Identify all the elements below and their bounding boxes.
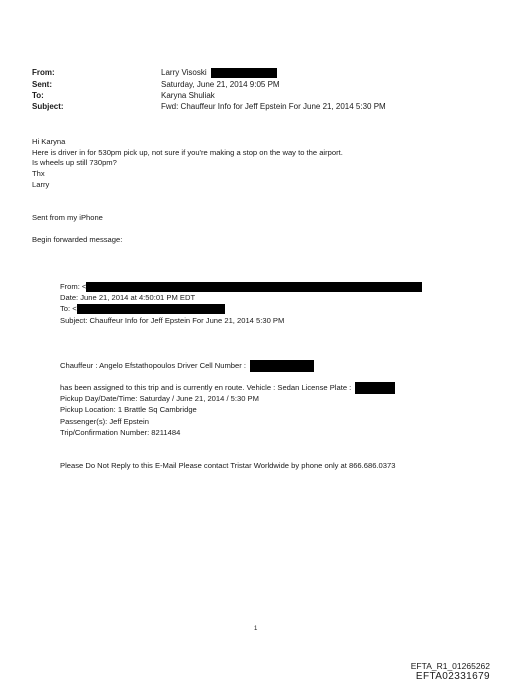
pickup-location-line: Pickup Location: 1 Brattle Sq Cambridge xyxy=(60,405,197,414)
forwarded-date: Date: June 21, 2014 at 4:50:01 PM EDT xyxy=(60,293,196,302)
assigned-text: has been assigned to this trip and is currently en route. Vehicle : Sedan License Plate : xyxy=(60,383,352,392)
from-label: From: xyxy=(32,68,55,77)
body-thx: Thx xyxy=(32,169,45,178)
forwarded-from xyxy=(60,282,422,292)
from-value: Larry Visoski xyxy=(161,68,207,77)
assigned-line xyxy=(60,382,395,394)
sent-value: Saturday, June 21, 2014 9:05 PM xyxy=(161,80,280,89)
redaction-box xyxy=(355,382,395,394)
trip-number-line: Trip/Confirmation Number: 8211484 xyxy=(60,428,181,437)
forwarded-to-label: To: < xyxy=(60,304,77,313)
begin-forwarded-line: Begin forwarded message: xyxy=(32,235,123,244)
body-line-2: Is wheels up still 730pm? xyxy=(32,158,117,167)
body-greeting: Hi Karyna xyxy=(32,137,66,146)
forwarded-subject: Subject: Chauffeur Info for Jeff Epstein For June 21, 2014 5:30 PM xyxy=(60,316,285,325)
chauffeur-line xyxy=(60,360,314,372)
forwarded-to xyxy=(60,304,225,314)
footer-id-1: EFTA_R1_01265262 xyxy=(410,661,490,671)
redaction-box xyxy=(77,304,225,314)
redaction-box xyxy=(250,360,314,372)
to-label: To: xyxy=(32,91,44,100)
forwarded-from-label: From: < xyxy=(60,282,87,291)
redaction-box xyxy=(211,68,277,78)
notice-line: Please Do Not Reply to this E-Mail Please contact Tristar Worldwide by phone only at 866.686.0373 xyxy=(60,461,396,470)
passengers-line: Passenger(s): Jeff Epstein xyxy=(60,417,149,426)
to-value: Karyna Shuliak xyxy=(161,91,215,100)
subject-value: Fwd: Chauffeur Info for Jeff Epstein For June 21, 2014 5:30 PM xyxy=(161,102,386,111)
pickup-day-line: Pickup Day/Date/Time: Saturday / June 21, 2014 / 5:30 PM xyxy=(60,394,259,403)
chauffeur-text: Chauffeur : Angelo Efstathopoulos Driver Cell Number : xyxy=(60,361,247,370)
footer-id-2: EFTA02331679 xyxy=(415,671,490,682)
sent-from-line: Sent from my iPhone xyxy=(32,213,103,222)
page-number: 1 xyxy=(254,626,258,632)
redaction-box xyxy=(86,282,422,292)
body-line-1: Here is driver in for 530pm pick up, not sure if you're making a stop on the way to the airport. xyxy=(32,148,343,157)
body-signature: Larry xyxy=(32,180,50,189)
subject-label: Subject: xyxy=(32,102,64,111)
sent-label: Sent: xyxy=(32,80,52,89)
